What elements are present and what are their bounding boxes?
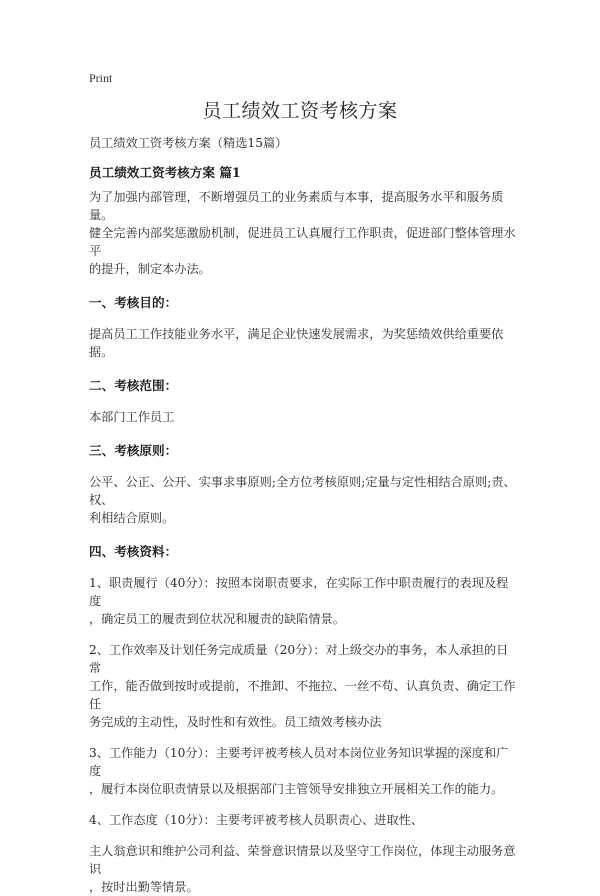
- material-line: 1、职责履行（40分）：按照本岗职责要求，在实际工作中职责履行的表现及程度: [89, 576, 509, 608]
- material-item-efficiency: [89, 641, 519, 731]
- material-line: ，按时出勤等情景。: [89, 880, 199, 894]
- section-text-purpose: 提高员工工作技能业务水平，满足企业快速发展需求，为奖惩绩效供给重要依据。: [89, 327, 504, 359]
- intro-line: 健全完善内部奖惩激励机制，促进员工认真履行工作职责，促进部门整体管理水平: [89, 226, 516, 258]
- section-text-principles: 公平、公正、公开、实事求事原则;全方位考核原则;定量与定性相结合原则;责、权、: [89, 475, 516, 507]
- chapter-heading: 员工绩效工资考核方案 篇1: [89, 165, 241, 180]
- material-item-ability: [89, 744, 519, 798]
- material-line: 2、工作效率及计划任务完成质量（20分）：对上级交办的事务，本人承担的日常: [89, 643, 509, 675]
- material-line: ，确定员工的履责到位状况和履责的缺陷情景。: [89, 612, 345, 626]
- print-link[interactable]: Print: [89, 71, 113, 85]
- document-body: [89, 134, 519, 896]
- document-subtitle: 员工绩效工资考核方案（精选15篇）: [89, 136, 288, 150]
- material-line: 主人翁意识和维护公司利益、荣誉意识情景以及坚守工作岗位，体现主动服务意识: [89, 844, 516, 876]
- section-text-principles: 利相结合原则。: [89, 511, 175, 525]
- section-heading-purpose: 一、考核目的：: [89, 295, 178, 310]
- section-heading-scope: 二、考核范围：: [89, 378, 178, 393]
- intro-line: 为了加强内部管理，不断增强员工的业务素质与本事，提高服务水平和服务质量。: [89, 190, 504, 222]
- intro-paragraph: [89, 188, 519, 278]
- material-line: ，履行本岗位职责情景以及根据部门主管领导安排独立开展相关工作的能力。: [89, 782, 504, 796]
- section-heading-principles: 三、考核原则：: [89, 443, 178, 458]
- material-line: 务完成的主动性，及时性和有效性。员工绩效考核办法: [89, 715, 382, 729]
- document-title: 员工绩效工资考核方案: [202, 100, 398, 122]
- material-item-attitude: [89, 811, 519, 829]
- material-line: 3、工作能力（10分）：主要考评被考核人员对本岗位业务知识掌握的深度和广度: [89, 746, 509, 778]
- material-item-duty: [89, 574, 519, 628]
- section-heading-materials: 四、考核资料：: [89, 544, 178, 559]
- intro-line: 的提升，制定本办法。: [89, 262, 211, 276]
- material-line: 工作，能否做到按时或提前，不推卸、不拖拉、一丝不苟、认真负责、确定工作任: [89, 679, 516, 711]
- material-line: 4、工作态度（10分）：主要考评被考核人员职责心、进取性、: [89, 813, 424, 827]
- section-text-scope: 本部门工作员工: [89, 410, 175, 424]
- material-item-attitude-continued: [89, 842, 519, 896]
